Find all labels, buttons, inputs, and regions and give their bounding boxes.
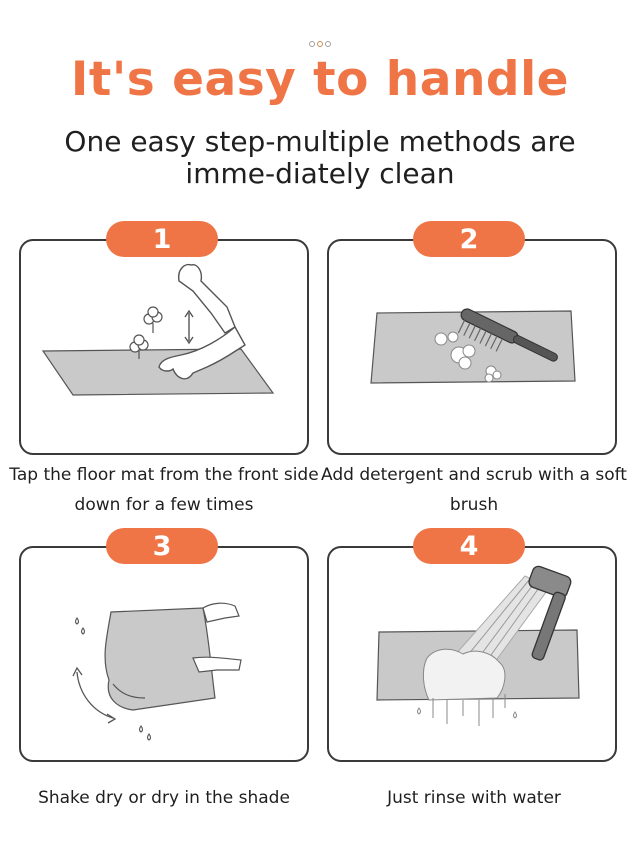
step-1-badge: 1	[106, 221, 218, 257]
step-1-caption: Tap the floor mat from the front side down for a few times	[9, 465, 319, 515]
step-3-card	[19, 546, 309, 762]
step-2-caption: Add detergent and scrub with a soft brush	[321, 465, 627, 515]
step-4-caption: Just rinse with water	[387, 788, 561, 808]
page-subtitle: One easy step-multiple methods are imme-diately clean	[64, 125, 576, 190]
step-4-badge: 4	[413, 528, 525, 564]
scrub-brush-illustration	[329, 241, 615, 453]
step-3-caption: Shake dry or dry in the shade	[38, 788, 290, 808]
decorative-dots	[0, 32, 640, 51]
step-3-badge: 3	[106, 528, 218, 564]
step-1-card	[19, 239, 309, 455]
tap-mat-illustration	[21, 241, 307, 453]
step-2-badge: 2	[413, 221, 525, 257]
shake-dry-illustration	[21, 548, 307, 760]
step-4-card	[327, 546, 617, 762]
step-2-card	[327, 239, 617, 455]
rinse-water-illustration	[329, 548, 615, 760]
page-title: It's easy to handle	[70, 52, 570, 107]
